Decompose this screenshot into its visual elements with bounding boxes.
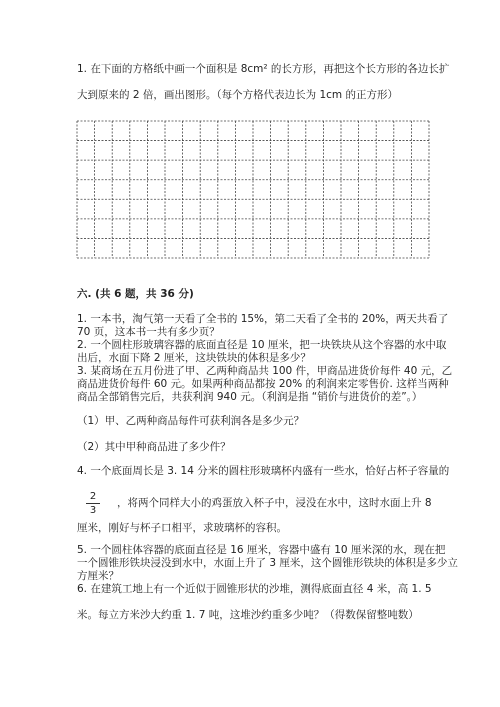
problem-5-line-3: 方厘米？	[77, 570, 119, 582]
problem-3-line-2: 商品进货价每件 60 元。如果两种商品都按 20% 的利润来定零售价. 这样当两种	[77, 378, 449, 390]
problem-2-line-2: 出后，水面下降 2 厘米，这块铁块的体积是多少？	[77, 352, 311, 364]
fraction-two-thirds	[86, 491, 100, 516]
problem-1-line-1: 1. 一本书，淘气第一天看了全书的 15%，第二天看了全书的 20%，两天共看了	[77, 313, 449, 325]
problem-4-line-2: ，将两个同样大小的鸡蛋放入杯子中，浸没在水中，这时水面上升 8	[117, 497, 432, 509]
problem-2-line-1: 2. 一个圆柱形玻璃容器的底面直径是 10 厘米，把一块铁块从这个容器的水中取	[77, 339, 447, 351]
problem-3-subquestion-2: （2）其中甲种商品进了多少件？	[77, 441, 231, 453]
problem-3-line-3: 商品全部销售完后，共获利润 940 元。（利润是指 “销价与进货价的差”。）	[77, 391, 423, 403]
fraction-denominator: 3	[89, 505, 97, 516]
problem-5-line-2: 一个圆锥形铁块浸没到水中，水面上升了 3 厘米，这个圆锥形铁块的体积是多少立	[77, 557, 458, 569]
problem-6-line-2: 米。每立方米沙大约重 1. 7 吨，这堆沙约重多少吨？（得数保留整吨数）	[77, 609, 419, 621]
fraction-numerator: 2	[89, 491, 97, 502]
problem-5-line-1: 5. 一个圆柱体容器的底面直径是 16 厘米，容器中盛有 10 厘米深的水，现在把	[77, 544, 446, 556]
problem-4-line-1: 4. 一个底面周长是 3. 14 分米的圆柱形玻璃杯内盛有一些水，恰好占杯子容量的	[77, 465, 450, 477]
problem-1-line-2: 70 页，这本书一共有多少页？	[77, 326, 220, 338]
problem-4-line-3: 厘米，刚好与杯子口相平，求玻璃杯的容积。	[77, 522, 287, 534]
problem-6-line-1: 6. 在建筑工地上有一个近似于圆锥形状的沙堆，测得底面直径 4 米，高 1. 5	[77, 583, 432, 595]
question-1-line-2: 大到原来的 2 倍，画出图形。（每个方格代表边长为 1cm 的正方形）	[77, 89, 398, 101]
problem-3-line-1: 3. 某商场在五月份进了甲、乙两种商品共 100 件，甲商品进货价每件 40 元，乙	[77, 365, 453, 377]
problem-3-subquestion-1: （1）甲、乙两种商品每件可获利润各是多少元？	[77, 415, 305, 427]
fraction-bar	[86, 503, 100, 504]
section-heading: 六. (共 6 题，共 36 分)	[77, 288, 194, 300]
question-1-line-1: 1. 在下面的方格纸中画一个面积是 8cm² 的长方形，再把这个长方形的各边长扩	[77, 63, 450, 75]
